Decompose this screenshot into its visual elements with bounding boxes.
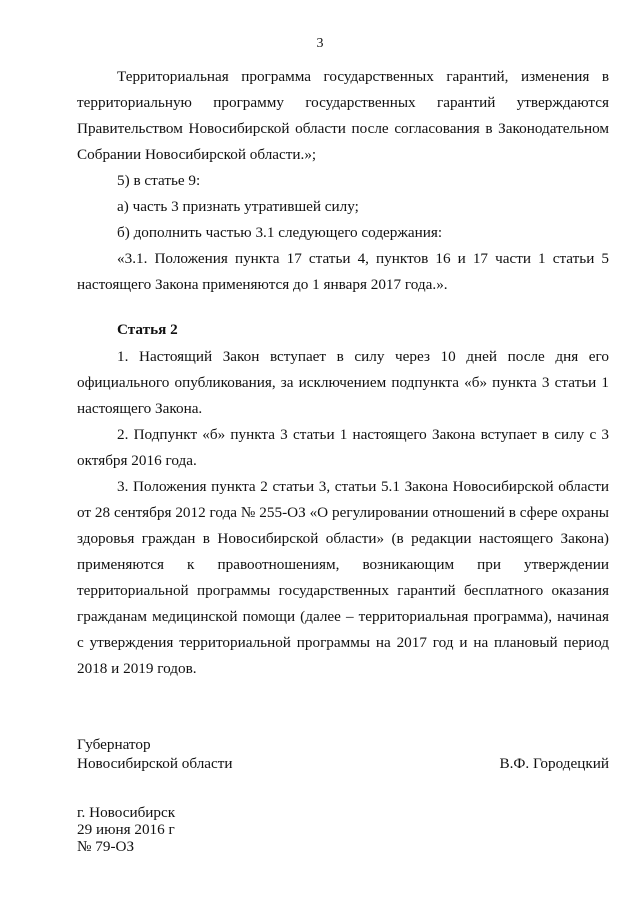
footer-date: 29 июня 2016 г xyxy=(77,821,175,838)
document-footer xyxy=(77,804,175,855)
footer-city: г. Новосибирск xyxy=(77,804,176,821)
page-number: 3 xyxy=(316,36,324,51)
signatory-name: В.Ф. Городецкий xyxy=(499,755,609,772)
article2-block xyxy=(77,344,609,682)
paragraph-add-part31: б) дополнить частью 3.1 следующего содержания: xyxy=(117,224,443,241)
paragraph-part31-text: «3.1. Положения пункта 17 статьи 4, пунктов 16 и 17 части 1 статьи 5 настоящего Закона применяются до 1 января 2017 года.». xyxy=(77,250,609,293)
article2-paragraph-1: 1. Настоящий Закон вступает в силу через 10 дней после дня его официального опубликования, за исключением подпункта «б» пункта 3 статьи 1 настоящего Закона. xyxy=(77,348,609,417)
article2-heading: Статья 2 xyxy=(117,321,178,338)
paragraph-part3-void: а) часть 3 признать утратившей силу; xyxy=(117,198,359,215)
intro-block xyxy=(77,64,609,298)
signatory-title-line2: Новосибирской области xyxy=(77,755,233,772)
signatory-title-line1: Губернатор xyxy=(77,736,151,753)
signatory-title xyxy=(77,735,233,773)
footer-law-number: № 79-ОЗ xyxy=(77,838,135,855)
paragraph-program-approval: Территориальная программа государственных гарантий, изменения в территориальную программу государственных гарантий утверждаются Правительством Новосибирской области после согласования в Законодательном Собрании Новосибирской области.»; xyxy=(77,68,609,163)
article2-paragraph-2: 2. Подпункт «б» пункта 3 статьи 1 настоящего Закона вступает в силу с 3 октября 2016 года. xyxy=(77,426,609,469)
paragraph-article9: 5) в статье 9: xyxy=(117,172,201,189)
article2-paragraph-3: 3. Положения пункта 2 статьи 3, статьи 5.1 Закона Новосибирской области от 28 сентября 2012 года № 255-ОЗ «О регулировании отношений в сфере охраны здоровья граждан в Новосибирской области» (в редакции настоящего Закона) применяются к правоотношениям, возникающим при утверждении территориальной программы государственных гарантий бесплатного оказания гражданам медицинской помощи (далее – территориальная программа), начиная с утверждения территориальной программы на 2017 год и на плановый период 2018 и 2019 годов. xyxy=(77,478,609,677)
